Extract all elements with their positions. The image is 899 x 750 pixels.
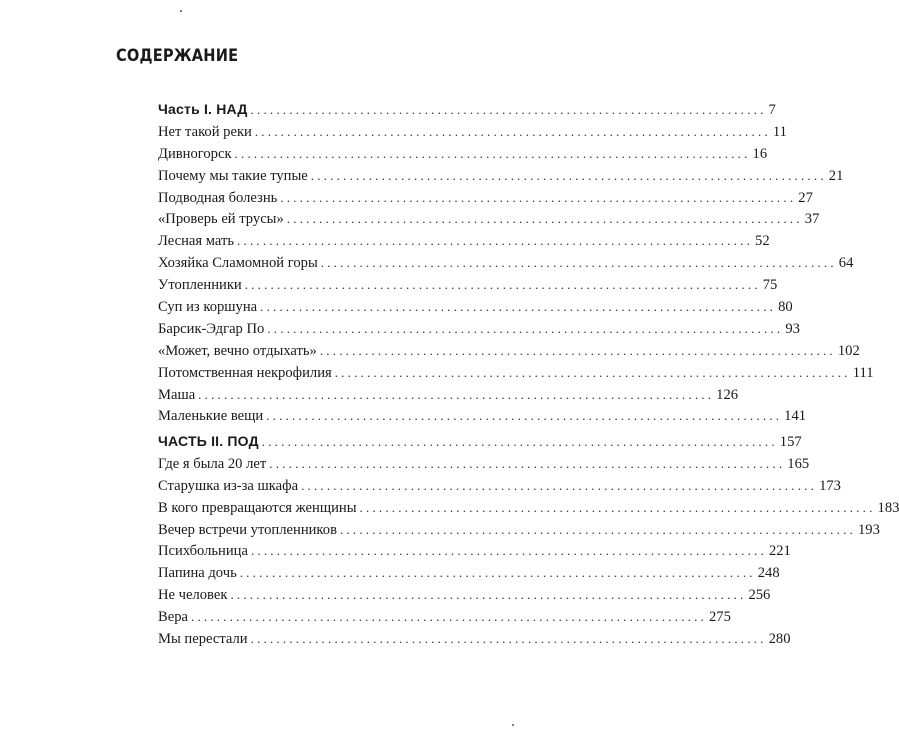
toc-entry-page: 102 — [837, 342, 860, 359]
toc-leader-dots: ................................................................................ — [260, 299, 777, 315]
toc-leader-dots: ................................................................................ — [230, 587, 747, 603]
toc-entry-title: Лесная мать — [158, 233, 235, 250]
print-speck — [512, 724, 514, 726]
toc-entry-title: Барсик-Эдгар По — [158, 320, 265, 337]
page-title: СОДЕРЖАНИЕ — [116, 46, 239, 66]
toc-entry-page: 16 — [752, 145, 768, 162]
toc-entry — [158, 628, 791, 650]
toc-entry-title: Почему мы такие тупые — [158, 167, 308, 184]
toc-entry — [158, 165, 844, 187]
toc-entry-page: 141 — [784, 408, 807, 425]
toc-entry-title: Вечер встречи утопленников — [158, 521, 337, 538]
toc-entry-page: 173 — [819, 477, 841, 494]
toc-entry — [158, 340, 860, 362]
toc-entry — [158, 519, 880, 541]
toc-leader-dots: ................................................................................ — [191, 609, 707, 625]
toc-entry-title: Маленькие вещи — [158, 408, 264, 425]
toc-entry-page: 75 — [762, 277, 778, 294]
toc-entry-page: 183 — [877, 499, 899, 516]
toc-leader-dots: ................................................................................ — [334, 364, 851, 380]
toc-entry-page: 21 — [828, 167, 844, 184]
toc-leader-dots: ................................................................................ — [269, 455, 786, 471]
toc-part-1 — [158, 99, 874, 427]
toc-part-heading — [158, 99, 776, 121]
toc-entry-page: 248 — [757, 565, 780, 582]
toc-entry-title: Часть I. НАД — [158, 101, 248, 117]
toc-entry-page: 221 — [768, 543, 791, 560]
toc-entry-title: Нет такой реки — [158, 123, 252, 140]
toc-leader-dots: ................................................................................ — [266, 408, 783, 424]
toc-entry — [158, 475, 841, 497]
toc-entry-page: 165 — [787, 455, 810, 472]
toc-leader-dots: ................................................................................ — [250, 543, 767, 559]
toc-leader-dots: ................................................................................ — [339, 521, 856, 537]
toc-leader-dots: ................................................................................ — [234, 145, 751, 161]
toc-part-heading — [158, 431, 802, 453]
toc-entry — [158, 362, 874, 384]
toc-entry-page: 7 — [768, 102, 776, 118]
toc-entry — [158, 384, 739, 406]
toc-entry-title: Психбольница — [158, 543, 248, 560]
toc-entry — [158, 584, 771, 606]
toc-leader-dots: ................................................................................ — [244, 277, 761, 293]
toc-leader-dots: ................................................................................ — [280, 189, 797, 205]
toc-entry — [158, 296, 793, 318]
toc-part-2 — [158, 431, 899, 650]
toc-entry-page: 11 — [772, 123, 787, 140]
toc-leader-dots: ................................................................................ — [310, 167, 827, 183]
toc-entry-title: Не человек — [158, 587, 228, 604]
toc-entry-title: Папина дочь — [158, 565, 237, 582]
toc-entry — [158, 143, 768, 165]
toc-list — [158, 453, 899, 650]
toc-leader-dots: ................................................................................ — [239, 565, 756, 581]
toc-entry — [158, 187, 813, 209]
toc-entry-page: 193 — [857, 521, 880, 538]
toc-leader-dots: ................................................................................ — [198, 386, 715, 402]
toc-entry — [158, 252, 854, 274]
toc-entry-title: Дивногорск — [158, 145, 232, 162]
toc-entry-title: В кого превращаются женщины — [158, 499, 357, 516]
toc-entry — [158, 562, 780, 584]
toc-entry — [158, 274, 778, 296]
toc-leader-dots: ................................................................................ — [320, 255, 837, 271]
toc-leader-dots: ................................................................................ — [286, 211, 803, 227]
toc-entry-page: 93 — [785, 320, 800, 337]
toc-entry-page: 280 — [768, 631, 791, 648]
toc-entry-title: «Проверь ей трусы» — [158, 211, 284, 228]
toc-entry-title: Хозяйка Сламомной горы — [158, 255, 318, 272]
toc-entry — [158, 405, 807, 427]
toc-entry-page: 275 — [709, 609, 731, 626]
toc-entry-page: 80 — [778, 299, 793, 316]
toc-entry-page: 52 — [755, 233, 770, 250]
toc-leader-dots: ................................................................................ — [237, 233, 754, 249]
toc-entry-title: Суп из коршуна — [158, 299, 258, 316]
toc-entry-page: 27 — [798, 189, 813, 206]
toc-entry-title: Утопленники — [158, 277, 242, 294]
print-speck — [180, 10, 182, 12]
toc-entry-title: «Может, вечно отдыхать» — [158, 342, 317, 359]
toc-entry-title: Подводная болезнь — [158, 189, 278, 206]
toc-entry-page: 126 — [716, 386, 739, 403]
toc-entry-title: Где я была 20 лет — [158, 455, 267, 472]
toc-leader-dots: ................................................................................ — [359, 499, 876, 515]
toc-entry — [158, 230, 770, 252]
toc-entry — [158, 540, 791, 562]
toc-entry — [158, 453, 810, 475]
toc-entry — [158, 497, 899, 519]
toc-entry-page: 256 — [748, 587, 771, 604]
toc-entry — [158, 208, 820, 230]
toc-leader-dots: ................................................................................ — [267, 320, 784, 336]
toc-entry-title: Вера — [158, 609, 188, 626]
toc-entry-title: Старушка из-за шкафа — [158, 477, 299, 494]
toc-entry-page: 111 — [852, 364, 874, 381]
toc-entry — [158, 121, 787, 143]
toc-leader-dots: ................................................................................ — [254, 123, 771, 139]
toc-entry-title: ЧАСТЬ II. ПОД — [158, 433, 259, 449]
toc-entry-title: Потомственная некрофилия — [158, 364, 332, 381]
toc-list — [158, 121, 874, 427]
toc-leader-dots: ................................................................................ — [319, 342, 836, 358]
toc-entry-title: Мы перестали — [158, 631, 248, 648]
toc-entry-page: 64 — [838, 255, 854, 272]
toc-entry-title: Маша — [158, 386, 196, 403]
toc-entry-page: 37 — [804, 211, 820, 228]
toc-leader-dots: ................................................................................ — [261, 434, 778, 449]
toc-entry-page: 157 — [779, 434, 802, 450]
toc-leader-dots: ................................................................................ — [301, 477, 818, 493]
toc-leader-dots: ................................................................................ — [250, 102, 767, 117]
toc-entry — [158, 318, 800, 340]
toc-leader-dots: ................................................................................ — [250, 631, 767, 647]
toc-entry — [158, 606, 731, 628]
